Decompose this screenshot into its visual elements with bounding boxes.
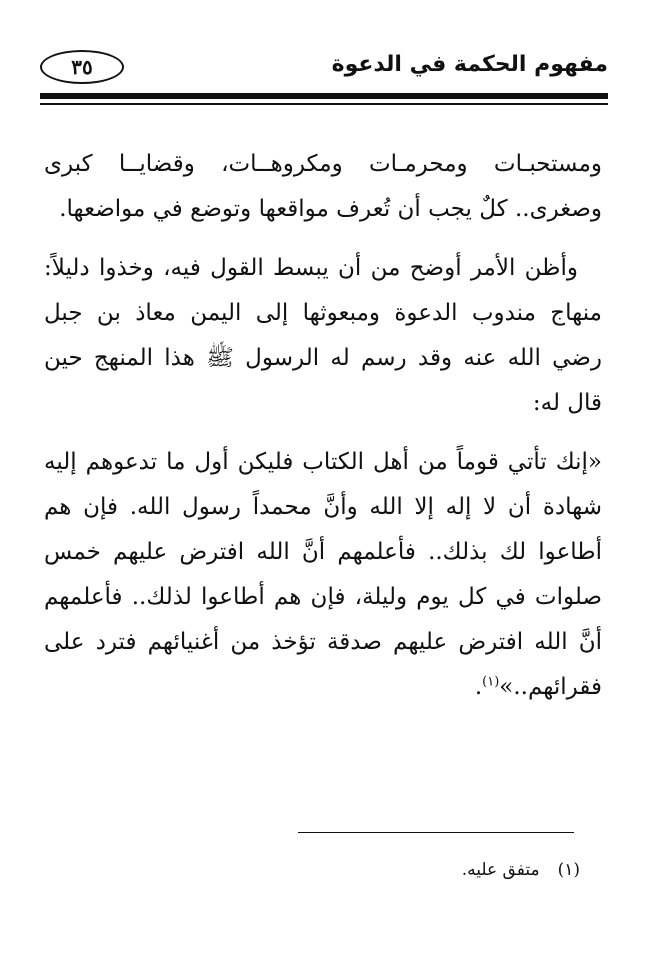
footnote-text: متفق عليه. <box>461 860 540 880</box>
footnote <box>462 860 580 880</box>
paragraph-1: ومستحبـات ومحرمـات ومكروهــات، وقضايــا كبرى وصغرى.. كلٌ يجب أن تُعرف مواقعها وتوضع في مواضعها. <box>44 151 602 222</box>
paragraph-hadith <box>44 440 602 710</box>
paragraph-2: وأظن الأمر أوضح من أن يبسط القول فيه، وخذوا دليلاً: منهاج مندوب الدعوة ومبعوثها إلى اليمن معاذ بن جبل رضي الله عنه وقد رسم له الرسول ﷺ هذا المنهج حين قال له: <box>44 255 602 416</box>
footnote-reference: (١) <box>482 674 500 690</box>
hadith-quote: «إنك تأتي قوماً من أهل الكتاب فليكن أول ما تدعوهم إليه شهادة أن لا إله إلا الله وأنَّ محمداً رسول الله. فإن هم أطاعوا لك بذلك.. فأعلمهم أنَّ الله افترض عليهم خمس صلوات في كل يوم وليلة، فإن هم أطاعوا لذلك.. فأعلمهم أنَّ الله افترض عليهم صدقة تؤخذ من أغنيائهم فترد على فقرائهم..» <box>44 449 602 700</box>
body-text <box>44 142 602 724</box>
footnote-separator <box>298 832 574 833</box>
header-rule-thin <box>40 103 608 105</box>
header-rule-thick <box>40 93 608 99</box>
page-number: ٣٥ <box>40 50 124 84</box>
running-title: مفهوم الحكمة في الدعوة <box>331 52 608 77</box>
footnote-number: (١) <box>557 860 580 880</box>
page-header <box>40 50 608 92</box>
hadith-tail: . <box>474 674 483 700</box>
